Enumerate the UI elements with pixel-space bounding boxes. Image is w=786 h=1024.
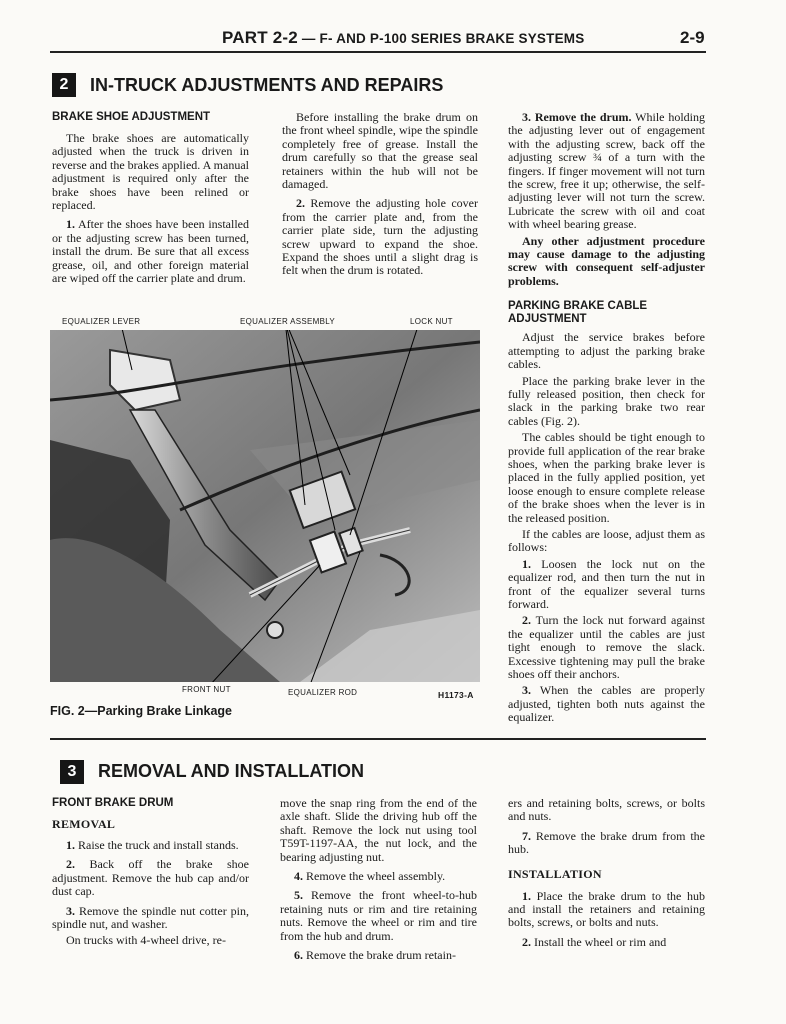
- header-rule: [50, 51, 706, 53]
- paragraph: 3. Remove the drum. While holding the adjusting lever out of engagement with the adjusting screw, back off the adjusting screw ¾ of a turn with the fingers. If finger movement will not turn the screw, free it up; otherwise, the self-adjusting lever will not turn the screw. Lubricate the screw with oil and coat with wheel bearing grease.: [508, 110, 705, 232]
- paragraph: 4. Remove the wheel assembly.: [294, 869, 446, 884]
- column-1: [52, 797, 249, 951]
- paragraph: 2. Install the wheel or rim and: [522, 934, 667, 949]
- section-number-badge: 3: [60, 760, 84, 784]
- page-number: 2-9: [680, 28, 705, 47]
- running-header: PART 2-2 — F- AND P-100 SERIES BRAKE SYSTEMS: [222, 28, 585, 47]
- label-lock-nut: LOCK NUT: [410, 317, 453, 326]
- subheading-removal: REMOVAL: [52, 817, 116, 831]
- paragraph: If the cables are loose, adjust them as follows:: [508, 526, 705, 555]
- chapter-title: F- AND P-100 SERIES BRAKE SYSTEMS: [319, 31, 585, 46]
- paragraph: 2. Turn the lock nut forward against the equalizer until the cables are just tight enough to remove the slack. Excessive tightening may pull the brake shoes off their anchors.: [508, 613, 705, 682]
- paragraph: 1. After the shoes have been installed or the adjusting screw has been turned, install the drum. Be sure that all excess grease, oil, and other foreign material are wiped off the carrier plate and drum.: [52, 217, 249, 286]
- subheading-brake-shoe-adjustment: BRAKE SHOE ADJUSTMENT: [52, 111, 211, 123]
- figure-code: H1173-A: [438, 690, 474, 700]
- paragraph: On trucks with 4-wheel drive, re-: [66, 933, 226, 948]
- paragraph: 1. Place the brake drum to the hub and install the retainers and retaining bolts, screws, or bolts and nuts.: [508, 888, 705, 930]
- label-front-nut: FRONT NUT: [182, 685, 231, 694]
- section-number-badge: 2: [52, 73, 76, 97]
- paragraph: 2. Remove the adjusting hole cover from the carrier plate and, from the carrier plate side, turn the adjusting screw upward to expand the shoe. Expand the shoes until a slight drag is felt when the drum is rotated.: [282, 196, 478, 278]
- paragraph: Place the parking brake lever in the fully released position, then check for slack in the parking brake two rear cables (Fig. 2).: [508, 373, 705, 428]
- section-title: REMOVAL AND INSTALLATION: [98, 761, 364, 781]
- paragraph: The brake shoes are automatically adjusted when the truck is driven in reverse and the brakes applied. A manual adjustment is required only after the brake shoes have been relined or replaced.: [52, 131, 249, 213]
- paragraph: Adjust the service brakes before attempting to adjust the parking brake cables.: [508, 330, 705, 372]
- paragraph: 5. Remove the front wheel-to-hub retaining nuts or rim and tire retaining nuts. Remove the wheel or rim and tire from the hub and drum.: [280, 888, 477, 943]
- section-divider: [50, 738, 706, 740]
- part-number: PART 2-2: [222, 28, 298, 47]
- label-equalizer-lever: EQUALIZER LEVER: [62, 317, 141, 326]
- label-equalizer-assembly: EQUALIZER ASSEMBLY: [240, 317, 336, 326]
- paragraph: 1. Loosen the lock nut on the equalizer rod, and then turn the nut in front of the equalizer several turns forward.: [508, 556, 706, 611]
- paragraph: 6. Remove the brake drum retain-: [294, 948, 456, 963]
- figure-caption: FIG. 2—Parking Brake Linkage: [50, 704, 233, 718]
- column-3: [508, 797, 705, 952]
- warning-paragraph: Any other adjustment procedure may cause damage to the adjusting screw with consequent self-adjuster problems.: [508, 233, 705, 288]
- paragraph: 3. Remove the spindle nut cotter pin, spindle nut, and washer.: [52, 903, 249, 932]
- paragraph: ers and retaining bolts, screws, or bolts and nuts.: [508, 796, 705, 824]
- paragraph: 2. Back off the brake shoe adjustment. Remove the hub cap and/or dust cap.: [52, 857, 249, 899]
- label-equalizer-rod: EQUALIZER ROD: [288, 688, 358, 697]
- paragraph: 7. Remove the brake drum from the hub.: [508, 828, 706, 857]
- section-title: IN-TRUCK ADJUSTMENTS AND REPAIRS: [90, 75, 444, 95]
- paragraph: 1. Raise the truck and install stands.: [66, 838, 239, 852]
- subheading-installation: INSTALLATION: [508, 866, 602, 881]
- subheading-parking-brake-cable: PARKING BRAKE CABLE ADJUSTMENT: [508, 300, 648, 326]
- parking-brake-linkage-illustration: [50, 330, 480, 682]
- column-2: [282, 111, 478, 281]
- paragraph: move the snap ring from the end of the axle shaft. Slide the driving hub off the shaft. Remove the lock nut using tool T59T-1197-AA, the nut lock, and the bearing adjusting nut.: [280, 796, 477, 864]
- parking-brake-linkage-photo: [50, 330, 480, 682]
- paragraph: The cables should be tight enough to provide full application of the rear brake shoes, when the parking brake lever is placed in the fully applied position, yet loose enough to ensure complete release of the brake shoes when the lever is in the released position.: [508, 430, 705, 525]
- column-1: [52, 111, 249, 288]
- paragraph: Before installing the brake drum on the front wheel spindle, wipe the spindle completely free of grease. Install the drum carefully so that the grease seal retainers within the hub will not be damaged.: [282, 110, 478, 192]
- column-3: [508, 111, 705, 728]
- paragraph: 3. When the cables are properly adjusted, tighten both nuts against the equalizer.: [508, 683, 705, 725]
- column-2: [280, 797, 477, 965]
- subheading-front-brake-drum: FRONT BRAKE DRUM: [52, 797, 174, 809]
